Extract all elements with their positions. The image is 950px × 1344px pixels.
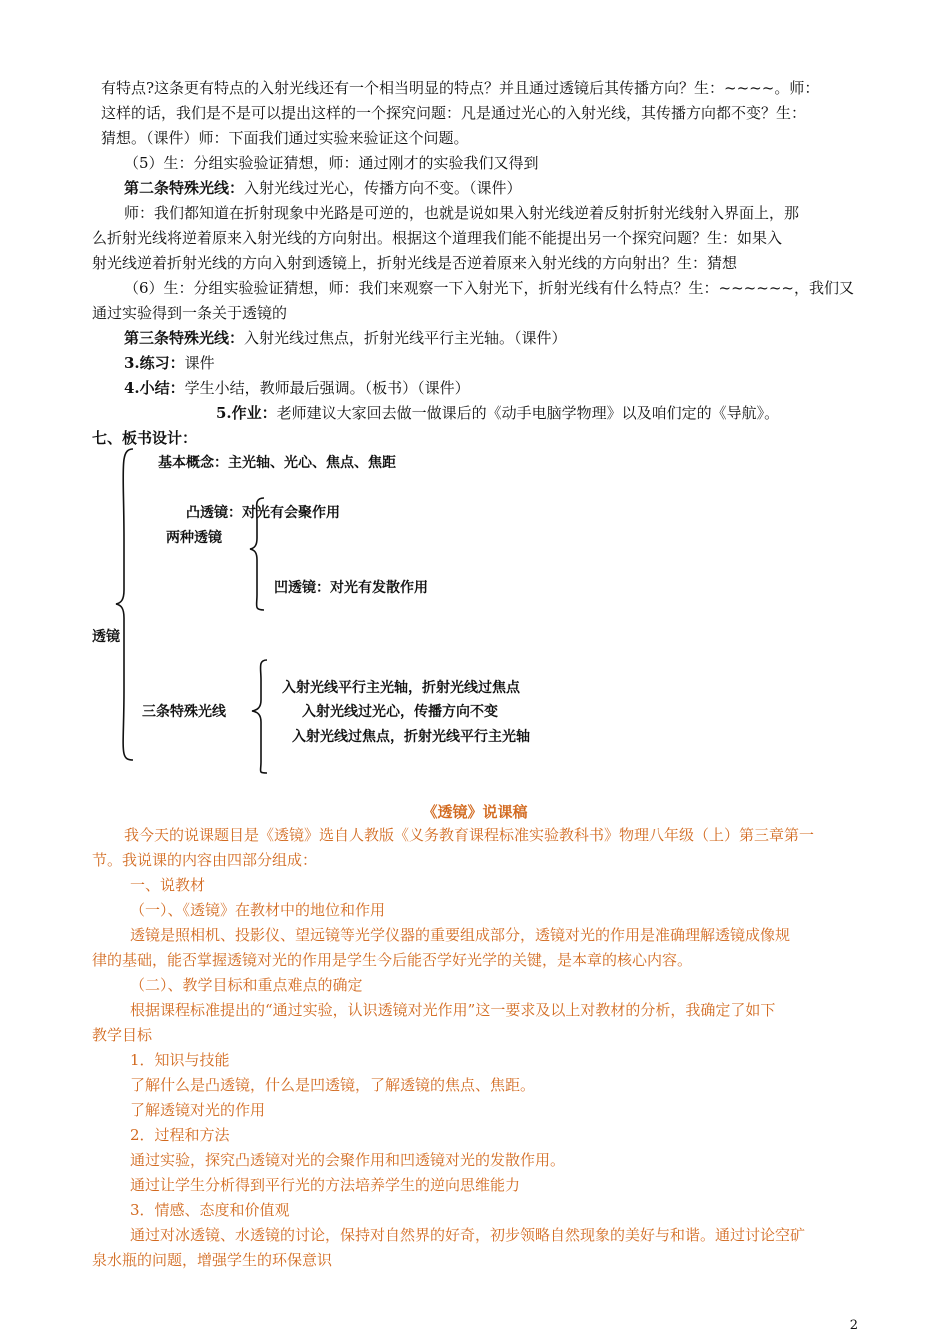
goal-heading-knowledge: 1．知识与技能	[130, 1051, 230, 1069]
essay-text-line: 通过让学生分析得到平行光的方法培养学生的逆向思维能力	[130, 1176, 521, 1194]
text-line: （5）生：分组实验验证猜想，师：通过刚才的实验我们又得到	[124, 154, 539, 172]
goal-heading-attitude: 3．情感、态度和价值观	[130, 1201, 290, 1219]
essay-text-line: 泉水瓶的问题，增强学生的环保意识	[92, 1251, 333, 1269]
essay-text-line: 透镜是照相机、投影仪、望远镜等光学仪器的重要组成部分，透镜对光的作用是准确理解透镜成像规	[130, 926, 791, 944]
text-line: 师：我们都知道在折射现象中光路是可逆的，也就是说如果入射光线逆着反射折射光线射入界面上，那	[124, 204, 800, 222]
text-line: 有特点?这条更有特点的入射光线还有一个相当明显的特点？并且通过透镜后其传播方向？生：~~~~。师：	[101, 79, 820, 97]
essay-text-line: 教学目标	[92, 1026, 153, 1044]
goal-heading-process: 2．过程和方法	[130, 1126, 230, 1144]
board-three-rays: 三条特殊光线	[142, 704, 226, 720]
second-ray-label: 第二条特殊光线：	[124, 179, 245, 197]
practice-label: 3.练习：	[124, 354, 185, 372]
text-line: 这样的话，我们是不是可以提出这样的一个探究问题：凡是通过光心的入射光线，其传播方向都不变？生：	[101, 104, 807, 122]
text-line: 通过实验得到一条关于透镜的	[92, 304, 288, 322]
essay-text-line: 了解什么是凸透镜，什么是凹透镜，了解透镜的焦点、焦距。	[130, 1076, 536, 1094]
homework-label: 5.作业：	[216, 404, 277, 422]
board-concave-lens: 凹透镜：对光有发散作用	[274, 580, 428, 596]
essay-subsection-heading: （二）、教学目标和重点难点的确定	[130, 976, 363, 994]
essay-text-line: 通过对冰透镜、水透镜的讨论，保持对自然界的好奇，初步领略自然现象的美好与和谐。通过讨论空矿	[130, 1226, 806, 1244]
essay-text-line: 了解透镜对光的作用	[130, 1101, 266, 1119]
board-ray-3: 入射光线过焦点，折射光线平行主光轴	[292, 729, 530, 745]
summary-label: 4.小结：	[124, 379, 185, 397]
page-number: 2	[849, 1318, 858, 1333]
essay-section-heading: 一、说教材	[130, 876, 206, 894]
essay-text-line: 根据课程标准提出的“通过实验，认识透镜对光作用”这一要求及以上对教材的分析，我确定了如下	[130, 1001, 776, 1019]
text-line: 么折射光线将逆着原来入射光线的方向射出。根据这个道理我们能不能提出另一个探究问题？生：如果入	[92, 229, 783, 247]
essay-subsection-heading: （一）、《透镜》在教材中的地位和作用	[130, 901, 386, 919]
board-design-heading: 七、板书设计：	[92, 429, 198, 447]
board-ray-1: 入射光线平行主光轴，折射光线过焦点	[282, 680, 520, 696]
board-two-lenses: 两种透镜	[166, 530, 222, 546]
rays-brace	[252, 660, 267, 773]
third-ray-text: 入射光线过焦点，折射光线平行主光轴。（课件）	[244, 329, 567, 347]
practice-text: 课件	[184, 354, 215, 372]
text-line: （6）生：分组实验验证猜想，师：我们来观察一下入射光下，折射光线有什么特点？生：~~~~~~，我们又	[124, 279, 854, 297]
main-brace	[116, 449, 133, 760]
text-line: 猜想。（课件）师：下面我们通过实验来验证这个问题。	[101, 129, 469, 147]
board-ray-2: 入射光线过光心，传播方向不变	[302, 704, 498, 720]
essay-text-line: 律的基础，能否掌握透镜对光的作用是学生今后能否学好光学的关键，是本章的核心内容。	[92, 951, 693, 969]
third-ray-label: 第三条特殊光线：	[124, 329, 245, 347]
essay-title: 《透镜》说课稿	[422, 803, 528, 821]
second-ray-text: 入射光线过光心，传播方向不变。（课件）	[244, 179, 522, 197]
board-basic-concepts: 基本概念：主光轴、光心、焦点、焦距	[158, 455, 396, 471]
essay-text-line: 我今天的说课题目是《透镜》选自人教版《义务教育课程标准实验教科书》物理八年级（上）第三章第一	[124, 826, 815, 844]
text-line: 射光线逆着折射光线的方向入射到透镜上，折射光线是否逆着原来入射光线的方向射出？生：猜想	[92, 254, 738, 272]
essay-text-line: 通过实验，探究凸透镜对光的会聚作用和凹透镜对光的发散作用。	[130, 1151, 566, 1169]
summary-text: 学生小结，教师最后强调。（板书）（课件）	[184, 379, 470, 397]
homework-text: 老师建议大家回去做一做课后的《动手电脑学物理》以及咱们定的《导航》。	[276, 404, 780, 422]
board-convex-lens: 凸透镜：对光有会聚作用	[186, 505, 340, 521]
essay-text-line: 节。我说课的内容由四部分组成：	[92, 851, 318, 869]
board-root-lens: 透镜	[92, 629, 120, 645]
